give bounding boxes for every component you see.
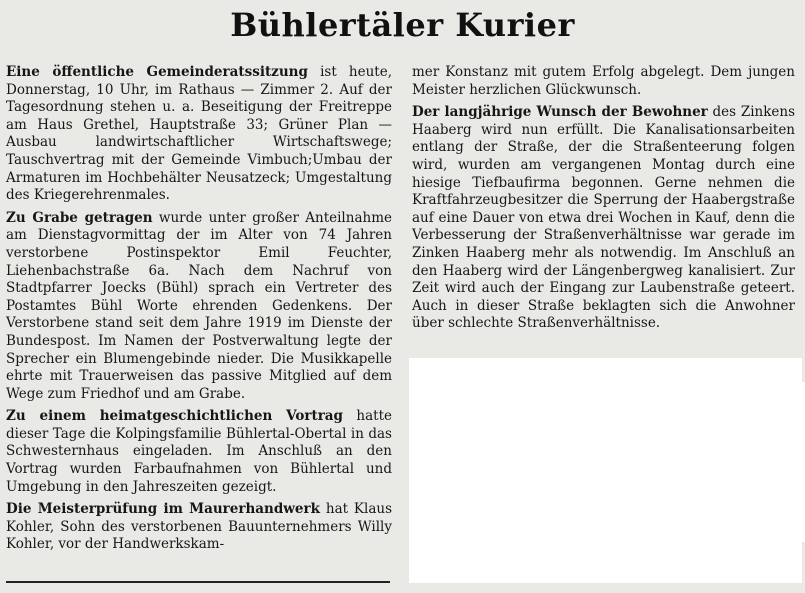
blank-area (409, 358, 802, 583)
paragraph-lead: Der langjährige Wunsch der Bewohner (412, 104, 708, 121)
article-paragraph (412, 104, 795, 333)
paragraph-lead: Zu Grabe getragen (6, 209, 153, 226)
article-column-left (6, 64, 392, 559)
article-paragraph (6, 64, 392, 205)
paragraph-lead: Die Meisterprüfung im Maurerhandwerk (6, 501, 320, 518)
article-paragraph (6, 210, 392, 404)
article-paragraph (412, 64, 795, 99)
masthead-title: Bühlertäler Kurier (230, 6, 575, 44)
paragraph-text: des Zinkens Haaberg wird nun erfüllt. Die Kanalisationsarbeiten entlang der Straße, der die Straßenteerung folgen wird, wurden am vergangenen Montag durch eine hiesige Tiefbaufirma begonnen. Gerne nehmen die Kraftfahrzeugbesitzer die Sperrung der Haabergstraße auf eine Dauer von etwa drei Wochen in Kauf, denn die Verbesserung der Straßenverhältnisse war gerade im Zinken Haaberg mehr als notwendig. Im Anschluß an den Haaberg wird der Längenbergweg kanalisiert. Zur Zeit wird auch der Eingang zur Laubenstraße geteert. Auch in dieser Straße beklagten sich die Anwohner über schlechte Straßenverhältnisse. (412, 104, 795, 332)
article-paragraph (6, 408, 392, 496)
column-end-rule (6, 581, 390, 583)
paragraph-text: hatte dieser Tage die Kolpingsfamilie Bühlertal-Obertal in das Schwesternhaus eingeladen. Im Anschluß an den Vortrag wurden Farbaufnahmen von Bühlertal und Umgebung in den Jahreszeiten gezeigt. (6, 408, 392, 495)
paragraph-text: hat Klaus Kohler, Sohn des verstorbenen Bauunternehmers Willy Kohler, vor der Handwerkskam- (6, 501, 392, 553)
paragraph-text: mer Konstanz mit gutem Erfolg abgelegt. Dem jungen Meister herzlichen Glückwunsch. (412, 64, 795, 98)
paragraph-text: ist heute, Donnerstag, 10 Uhr, im Rathaus — Zimmer 2. Auf der Tagesordnung stehen u. a. Beseitigung der Freitreppe am Haus Grethel, Hauptstraße 33; Grüner Plan — Ausbau landwirtschaftlicher Wirtschaftswege; Tauschvertrag mit der Gemeinde Vimbuch;Umbau der Armaturen im Hochbehälter Neusatzeck; Umgestaltung des Kriegerehrenmales. (6, 64, 392, 204)
article-paragraph (6, 501, 392, 554)
paragraph-lead: Zu einem heimatgeschichtlichen Vortrag (6, 408, 343, 425)
article-column-right (412, 64, 795, 338)
paragraph-text: wurde unter großer Anteilnahme am Dienstagvormittag der im Alter von 74 Jahren verstorbene Postinspektor Emil Feuchter, Liehenbachstraße 6a. Nach dem Nachruf von Stadtpfarrer Joecks (Bühl) sprach ein Vertreter des Postamtes Bühl Worte ehrenden Gedenkens. Der Verstorbene stand seit dem Jahre 1919 im Dienste der Bundespost. Im Namen der Postverwaltung legte der Sprecher ein Blumengebinde nieder. Die Musikkapelle ehrte mit Trauerweisen das passive Mitglied auf dem Wege zum Friedhof und am Grabe. (6, 209, 392, 402)
paragraph-lead: Eine öffentliche Gemeinderatssitzung (6, 64, 308, 80)
